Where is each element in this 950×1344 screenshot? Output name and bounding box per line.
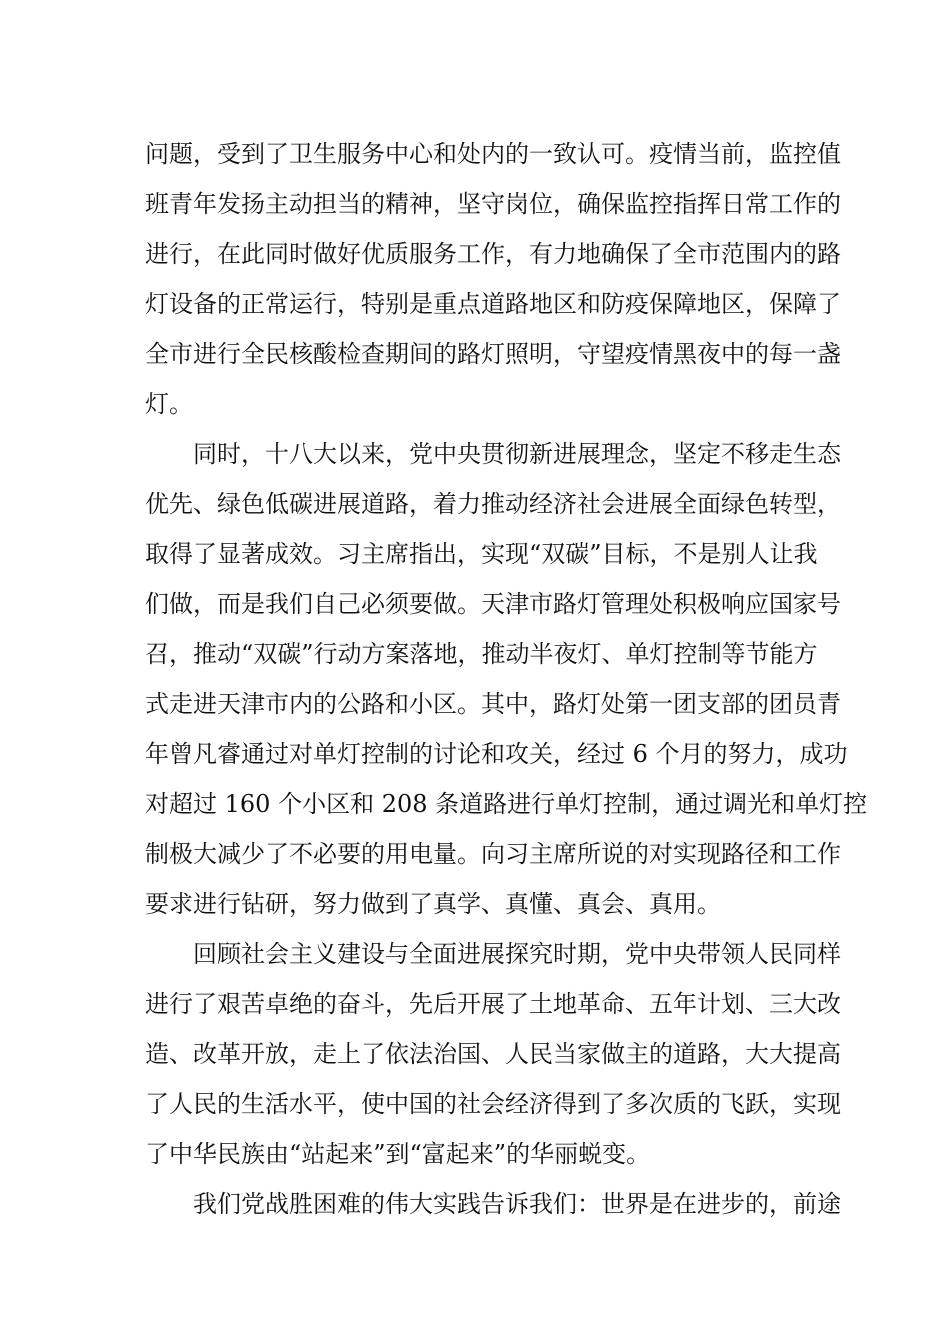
body-text-line: 灯设备的正常运行，特别是重点道路地区和防疫保障地区，保障了 — [145, 290, 841, 318]
body-text-line: 了人民的生活水平，使中国的社会经济得到了多次质的飞跃，实现 — [145, 1090, 841, 1118]
body-text-line: 班青年发扬主动担当的精神，坚守岗位，确保监控指挥日常工作的 — [145, 190, 841, 218]
body-text-line: 要求进行钻研，努力做到了真学、真懂、真会、真用。 — [145, 890, 721, 918]
body-text-line: 召，推动“双碳”行动方案落地，推动半夜灯、单灯控制等节能方 — [145, 640, 818, 668]
body-text-line: 了中华民族由“站起来”到“富起来”的华丽蜕变。 — [145, 1140, 651, 1168]
body-text-line: 年曾凡睿通过对单灯控制的讨论和攻关，经过 6 个月的努力，成功 — [145, 740, 848, 768]
body-text-line: 进行了艰苦卓绝的奋斗，先后开展了土地革命、五年计划、三大改 — [145, 990, 841, 1018]
body-text-line: 式走进天津市内的公路和小区。其中，路灯处第一团支部的团员青 — [145, 690, 841, 718]
body-text-line: 问题，受到了卫生服务中心和处内的一致认可。疫情当前，监控值 — [145, 140, 841, 168]
body-text-line: 优先、绿色低碳进展道路，着力推动经济社会进展全面绿色转型， — [145, 490, 841, 518]
body-text-line: 制极大减少了不必要的用电量。向习主席所说的对实现路径和工作 — [145, 840, 841, 868]
body-text-line: 造、改革开放，走上了依法治国、人民当家做主的道路，大大提高 — [145, 1040, 841, 1068]
body-text-line: 们做，而是我们自己必须要做。天津市路灯管理处积极响应国家号 — [145, 590, 841, 618]
body-text-line: 进行，在此同时做好优质服务工作，有力地确保了全市范围内的路 — [145, 240, 841, 268]
paragraph-first-line: 同时，十八大以来，党中央贯彻新进展理念，坚定不移走生态 — [193, 440, 841, 468]
paragraph-first-line: 回顾社会主义建设与全面进展探究时期，党中央带领人民同样 — [193, 940, 841, 968]
body-text-line: 全市进行全民核酸检查期间的路灯照明，守望疫情黑夜中的每一盏 — [145, 340, 841, 368]
paragraph-first-line: 我们党战胜困难的伟大实践告诉我们：世界是在进步的，前途 — [193, 1190, 841, 1218]
body-text-line: 取得了显著成效。习主席指出，实现“双碳”目标，不是别人让我 — [145, 540, 818, 568]
body-text-line: 对超过 160 个小区和 208 条道路进行单灯控制，通过调光和单灯控 — [145, 790, 868, 818]
body-text-line: 灯。 — [145, 390, 193, 418]
